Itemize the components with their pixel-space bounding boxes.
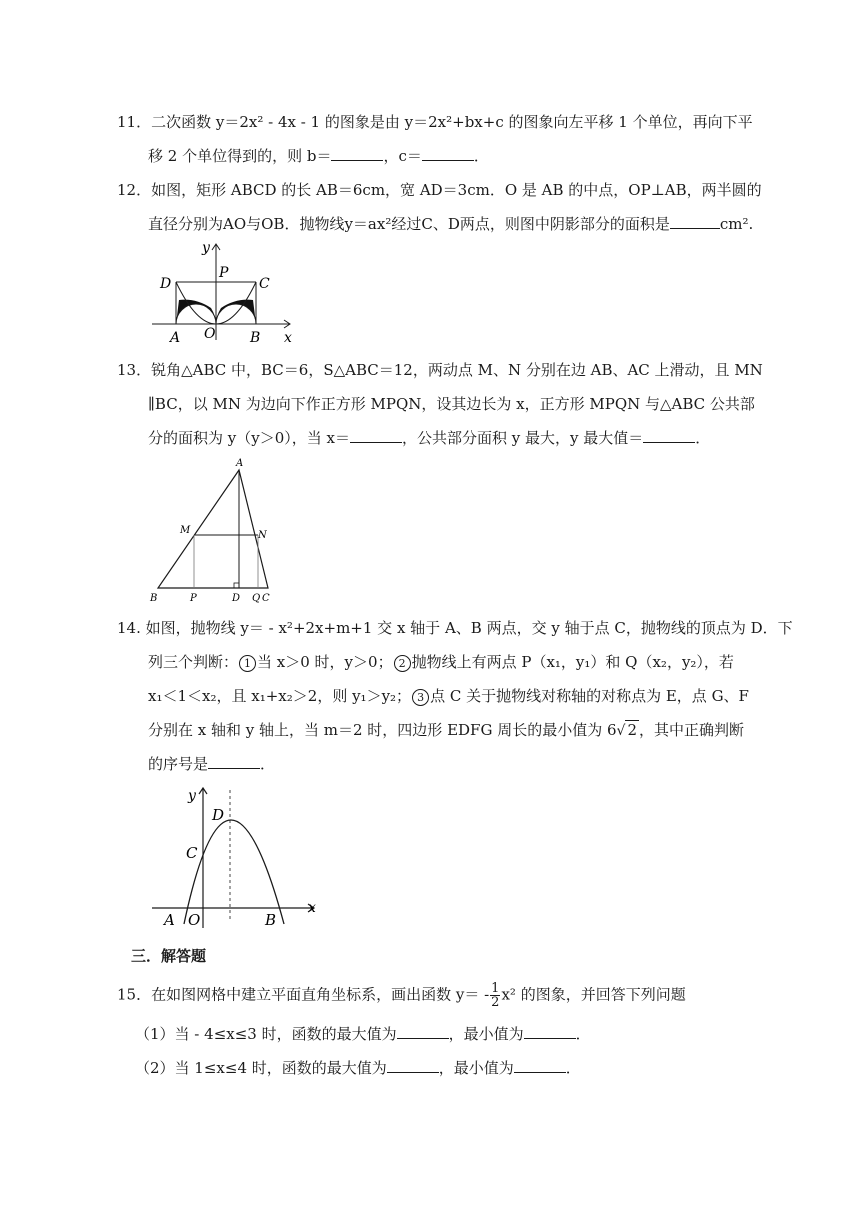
q15-frac-num: 1 — [491, 981, 500, 996]
q14-text-b: 当 x＞0 时，y＞0； — [257, 653, 393, 671]
q12-label-p: P — [219, 265, 229, 281]
q14-label-o: O — [188, 911, 201, 929]
q14-line3 — [148, 686, 749, 706]
q15-sub2-a: （2）当 1≤x≤4 时，函数的最大值为 — [135, 1059, 387, 1077]
section-title: 三．解答题 — [131, 947, 207, 965]
q14-figure — [148, 782, 322, 932]
q14-line1: 14. 如图，抛物线 y＝ ‑ x²+2x+m+1 交 x 轴于 A、B 两点，交 y 轴于点 C，抛物线的顶点为 D．下 — [117, 619, 793, 637]
q13-blank-ymax[interactable] — [643, 428, 695, 443]
q14-label-c: C — [186, 844, 198, 862]
q14-text-c: 抛物线上有两点 P（x₁，y₁）和 Q（x₂，y₂），若 — [411, 653, 734, 671]
q15-frac-den: 2 — [491, 995, 500, 1010]
q13-line3 — [148, 428, 710, 448]
q12-label-x: x — [284, 330, 292, 346]
q15-sub1 — [135, 1024, 591, 1044]
q13-label-c: C — [262, 593, 270, 604]
q13-line2: ∥BC，以 MN 为边向下作正方形 MPQN，设其边长为 x，正方形 MPQN 与△ABC 公共部 — [148, 395, 755, 413]
q14-line5 — [148, 754, 275, 774]
radical-sign: √ — [616, 723, 626, 739]
q12-text-a: 直径分别为AO与OB．抛物线y＝ax²经过C、D两点，则图中阴影部分的面积是 — [148, 215, 670, 233]
q15-sub2-end: ． — [565, 1059, 581, 1077]
q14-end: ． — [260, 755, 276, 773]
q12-label-c: C — [259, 276, 270, 292]
q14-label-a: A — [164, 911, 175, 929]
q11-end: ． — [473, 147, 489, 165]
q14-mark-1: 1 — [239, 655, 256, 672]
q15-text-a: 15．在如图网格中建立平面直角坐标系，画出函数 y＝ ‑ — [117, 985, 490, 1004]
q13-text-b: ，公共部分面积 y 最大，y 最大值＝ — [402, 429, 644, 447]
q13-right-angle — [234, 583, 239, 588]
q13-triangle-abc — [158, 470, 268, 588]
q13-label-p: P — [190, 593, 197, 604]
q12-label-d: D — [160, 276, 172, 292]
q15-sub2 — [135, 1058, 581, 1078]
q12-line2 — [148, 214, 753, 234]
q15-line1 — [117, 982, 686, 1009]
q15-sub1-b: ，最小值为 — [448, 1025, 524, 1043]
q13-label-m: M — [180, 525, 191, 536]
q12-line1: 12．如图，矩形 ABCD 的长 AB＝6cm，宽 AD＝3cm．O 是 AB 的中点，OP⊥AB，两半圆的 — [117, 181, 762, 199]
q15-sub2-blank-min[interactable] — [514, 1058, 566, 1073]
q14-label-x: x — [308, 900, 316, 916]
q14-label-d: D — [212, 806, 225, 824]
q12-blank[interactable] — [670, 214, 720, 229]
q14-text-e: 点 C 关于抛物线对称轴的对称点为 E，点 G、F — [430, 687, 749, 705]
q13-label-b: B — [150, 593, 158, 604]
q14-label-b: B — [265, 911, 277, 929]
q12-label-b: B — [250, 330, 261, 346]
q15-text-b: x² 的图象，并回答下列问题 — [501, 985, 686, 1004]
q13-label-n: N — [258, 530, 267, 541]
q14-text-h: 的序号是 — [148, 755, 209, 773]
q15-fraction — [490, 982, 500, 1009]
q13-label-d: D — [232, 593, 241, 604]
q14-text-f: 分别在 x 轴和 y 轴上，当 m＝2 时，四边形 EDFG 周长的最小值为 6 — [148, 721, 617, 739]
q12-label-o: O — [204, 326, 216, 342]
q15-sub2-b: ，最小值为 — [438, 1059, 514, 1077]
q11-blank-b[interactable] — [331, 146, 383, 161]
q15-sub1-blank-min[interactable] — [524, 1024, 576, 1039]
q13-blank-x[interactable] — [350, 428, 402, 443]
q14-sqrt: 2 — [627, 721, 637, 739]
q14-mark-2: 2 — [394, 655, 411, 672]
q11-line1: 11．二次函数 y＝2x² ‑ 4x ‑ 1 的图象是由 y＝2x²+bx+c 的图象向左平移 1 个单位，再向下平 — [117, 113, 753, 131]
q12-label-y: y — [202, 240, 210, 256]
q13-end: ． — [695, 429, 711, 447]
q15-sub2-blank-max[interactable] — [387, 1058, 439, 1073]
q11-line2 — [148, 146, 489, 166]
q13-figure — [144, 454, 276, 606]
q14-blank[interactable] — [208, 754, 260, 769]
q13-label-q: Q — [252, 593, 261, 604]
q12-shade-left — [176, 300, 216, 324]
q14-line2 — [148, 652, 734, 672]
q14-text-d: x₁＜1＜x₂，且 x₁+x₂＞2，则 y₁＞y₂； — [148, 687, 412, 705]
q12-unit: cm². — [719, 215, 754, 233]
q11-text-a: 移 2 个单位得到的，则 b＝ — [148, 147, 332, 165]
q15-sub1-end: ． — [575, 1025, 591, 1043]
q15-sub1-blank-max[interactable] — [397, 1024, 449, 1039]
q15-sub1-a: （1）当 ‑ 4≤x≤3 时，函数的最大值为 — [135, 1025, 397, 1043]
q14-label-y: y — [188, 788, 196, 804]
q13-line1: 13．锐角△ABC 中，BC＝6，S△ABC＝12，两动点 M、N 分别在边 AB、AC 上滑动，且 MN — [117, 361, 763, 379]
q14-text-g: ，其中正确判断 — [639, 721, 745, 739]
q14-line4 — [148, 720, 744, 741]
q12-figure — [146, 238, 298, 346]
q13-text-a: 分的面积为 y（y＞0），当 x＝ — [148, 429, 350, 447]
q13-label-a: A — [236, 458, 244, 469]
q12-label-a: A — [170, 330, 181, 346]
q11-blank-c[interactable] — [422, 146, 474, 161]
q14-text-a: 列三个判断： — [148, 653, 239, 671]
q14-mark-3: 3 — [412, 689, 429, 706]
q11-text-b: ，c＝ — [383, 147, 422, 165]
